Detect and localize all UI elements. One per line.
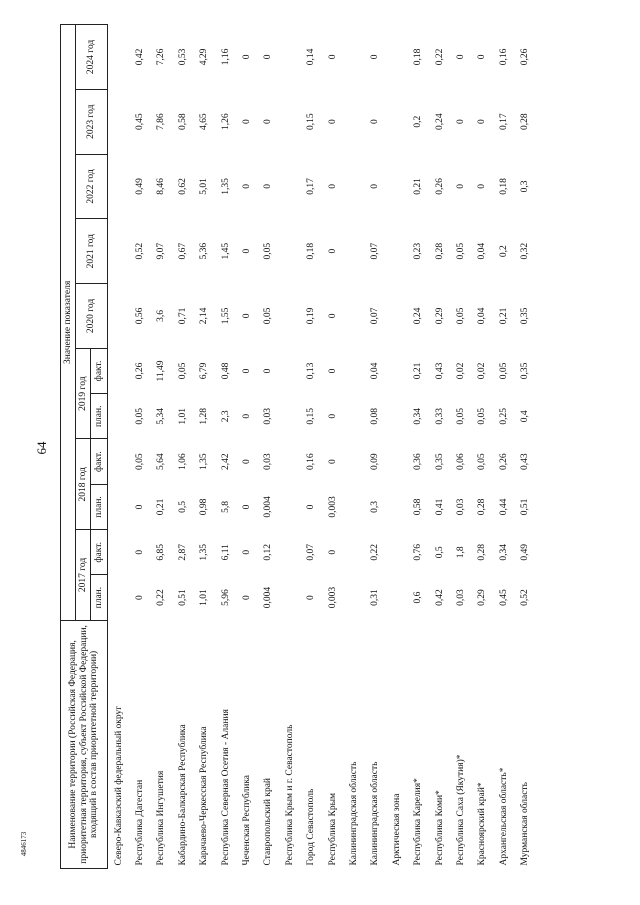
indicator-value-cell: 0,05 <box>455 307 466 325</box>
indicator-value-cell: 1,06 <box>177 453 188 470</box>
indicator-value-cell: 0,58 <box>413 498 424 516</box>
indicator-value-cell: 0,17 <box>498 113 509 130</box>
indicator-value-cell: 1,35 <box>199 453 210 470</box>
territory-name: Чеченская Республика <box>242 774 253 866</box>
indicator-value-cell: 6,79 <box>199 362 210 380</box>
indicator-value-cell: 0,71 <box>177 307 188 325</box>
fact-header: факт. <box>91 348 108 393</box>
indicator-value-cell: 1,35 <box>220 178 231 195</box>
territory-name: Республика Дагестан <box>135 779 146 866</box>
indicator-value-cell: 5,96 <box>220 589 231 606</box>
indicator-value-cell: 0 <box>455 184 466 189</box>
indicator-value-cell: 0,5 <box>434 546 445 559</box>
indicator-value-cell: 0,05 <box>477 407 488 425</box>
indicator-value-cell: 0,42 <box>135 48 146 66</box>
indicator-value-cell: 6,11 <box>220 544 231 561</box>
indicator-value-cell: 6,85 <box>156 543 167 561</box>
indicator-value-cell: 0 <box>242 184 253 189</box>
indicator-value-cell: 0,67 <box>177 242 188 260</box>
indicator-value-cell: 0 <box>242 54 253 60</box>
year-header: 2018 год <box>76 439 91 530</box>
indicator-value-cell: 2,87 <box>177 543 188 561</box>
indicator-value-cell: 0,34 <box>498 543 509 561</box>
indicator-value-cell: 0,41 <box>434 498 445 516</box>
indicator-value-cell: 5,36 <box>199 242 210 260</box>
indicator-value-cell: 0 <box>263 368 274 374</box>
indicator-value-cell: 0 <box>327 368 338 374</box>
indicator-value-cell: 7,26 <box>156 48 167 66</box>
table-body <box>108 25 536 869</box>
indicator-value-cell: 0,51 <box>177 589 188 606</box>
indicator-value-cell: 0,24 <box>434 113 445 130</box>
indicator-value-cell: 0 <box>327 184 338 189</box>
indicator-value-cell: 0,44 <box>498 498 509 516</box>
indicator-value-cell <box>279 89 300 154</box>
rotated-table-container <box>60 24 620 869</box>
indicator-value-cell: 0 <box>135 504 146 510</box>
indicator-value-cell <box>386 394 407 439</box>
indicator-value-cell: 0,03 <box>263 407 274 425</box>
indicator-value-cell: 0,05 <box>177 362 188 380</box>
indicator-value-cell: 0,29 <box>434 307 445 325</box>
table-row <box>450 25 471 869</box>
indicator-value-cell: 0,42 <box>434 589 445 606</box>
indicator-value-cell: 4,65 <box>199 113 210 130</box>
fact-header: факт. <box>91 439 108 484</box>
indicator-value-cell: 0,18 <box>413 48 424 66</box>
table-row <box>493 25 514 869</box>
indicator-value-cell: 0,35 <box>520 307 531 325</box>
indicator-value-cell: 0,15 <box>306 407 317 425</box>
indicator-value-cell: 0 <box>242 368 253 374</box>
indicator-value-cell: 0,5 <box>177 501 188 513</box>
table-row <box>129 25 150 869</box>
indicator-value-cell <box>279 439 300 484</box>
indicator-value-cell: 0 <box>370 54 381 60</box>
territory-name: Республика Северная Осетия - Алания <box>220 709 231 866</box>
indicator-value-cell <box>343 439 364 484</box>
territory-name: Арктическая зона <box>391 793 402 866</box>
year-header: 2024 год <box>76 25 108 90</box>
indicator-value-cell: 0,05 <box>455 407 466 425</box>
indicator-value-cell: 5,8 <box>220 501 231 513</box>
indicator-value-cell: 11,49 <box>156 360 167 382</box>
indicator-value-cell <box>343 154 364 219</box>
indicator-value-cell: 0,07 <box>306 543 317 561</box>
indicator-value-cell <box>108 219 130 284</box>
indicator-value-cell: 0,28 <box>434 242 445 260</box>
indicator-value-cell: 7,86 <box>156 113 167 130</box>
indicator-value-cell: 3,6 <box>156 309 167 322</box>
indicator-value-cell: 1,16 <box>220 48 231 66</box>
table-row <box>172 25 193 869</box>
territory-name: Республика Карелия* <box>413 778 424 866</box>
indicator-value-cell: 0 <box>135 549 146 555</box>
indicator-value-cell: 0 <box>242 119 253 125</box>
table-row <box>108 25 130 869</box>
indicator-value-cell <box>279 484 300 529</box>
indicator-value-cell: 0,48 <box>220 362 231 380</box>
indicator-value-cell: 0,25 <box>498 407 509 425</box>
indicator-value-cell: 0,05 <box>135 453 146 470</box>
indicator-value-cell <box>279 394 300 439</box>
indicator-value-cell: 5,64 <box>156 453 167 470</box>
territory-name: Республика Крым и г. Севастополь <box>284 724 295 866</box>
indicator-value-cell: 0,49 <box>520 543 531 561</box>
indicator-value-cell: 0,06 <box>455 453 466 470</box>
indicator-value-cell: 0,51 <box>520 498 531 516</box>
indicator-value-cell: 0 <box>327 459 338 464</box>
indicator-value-cell: 0,2 <box>413 115 424 128</box>
indicator-value-cell: 0,22 <box>434 48 445 66</box>
indicator-value-cell: 0,23 <box>413 242 424 260</box>
table-row <box>236 25 257 869</box>
indicator-value-cell: 0 <box>327 313 338 319</box>
indicator-value-cell: 0 <box>455 54 466 60</box>
indicator-value-cell: 0,35 <box>434 453 445 470</box>
indicator-value-cell <box>108 575 130 620</box>
indicator-value-cell: 0,03 <box>455 589 466 606</box>
indicator-value-cell <box>386 219 407 284</box>
indicator-value-cell: 0,03 <box>455 498 466 516</box>
indicator-value-cell <box>343 394 364 439</box>
indicator-value-cell <box>343 348 364 393</box>
indicator-value-cell: 0,28 <box>520 113 531 130</box>
indicator-value-header: Значение показателя <box>61 25 76 621</box>
indicator-value-cell: 0,05 <box>498 362 509 380</box>
indicator-value-cell: 1,28 <box>199 407 210 425</box>
year-header: 2023 год <box>76 89 108 154</box>
table-row <box>386 25 407 869</box>
indicator-value-cell <box>386 25 407 90</box>
indicator-value-cell: 0,05 <box>455 242 466 260</box>
indicator-value-cell <box>108 25 130 90</box>
territory-name: Кабардино-Балкарская Республика <box>177 724 188 866</box>
indicator-value-cell: 0,21 <box>156 498 167 516</box>
indicator-value-cell: 0,3 <box>520 180 531 193</box>
indicator-value-cell: 0,36 <box>413 453 424 470</box>
indicator-value-cell: 0,17 <box>306 178 317 195</box>
indicator-value-cell: 0 <box>327 549 338 555</box>
indicator-value-cell <box>343 219 364 284</box>
indicator-value-cell: 4,29 <box>199 48 210 66</box>
indicator-value-cell <box>386 439 407 484</box>
territory-name: Карачаево-Черкесская Республика <box>199 726 210 866</box>
indicator-value-cell <box>108 284 130 349</box>
table-row <box>279 25 300 869</box>
indicator-value-cell: 0 <box>327 413 338 419</box>
indicator-value-cell <box>386 154 407 219</box>
year-header: 2021 год <box>76 219 108 284</box>
indicator-value-cell <box>279 575 300 620</box>
year-header: 2020 год <box>76 284 108 349</box>
territory-name: Калининградская область <box>348 761 359 866</box>
indicator-value-cell: 2,14 <box>199 307 210 325</box>
territory-name: Республика Саха (Якутия)* <box>455 754 466 866</box>
indicator-value-cell: 0,14 <box>306 48 317 66</box>
indicator-value-cell: 0,21 <box>498 307 509 325</box>
indicator-value-cell: 0,05 <box>263 242 274 260</box>
indicator-value-cell <box>108 484 130 529</box>
indicator-value-cell: 0,45 <box>135 113 146 130</box>
indicator-value-cell: 0,58 <box>177 113 188 130</box>
indicator-value-cell <box>343 530 364 575</box>
indicator-value-cell: 0,26 <box>434 178 445 195</box>
territory-name: Ставропольский край <box>263 777 274 866</box>
territory-name: Город Севастополь <box>306 788 317 866</box>
indicator-value-cell <box>108 348 130 393</box>
indicator-value-cell: 0,003 <box>327 496 338 518</box>
indicator-value-cell: 0,02 <box>455 362 466 380</box>
indicator-table <box>60 24 536 869</box>
indicator-value-cell: 0,6 <box>413 591 424 604</box>
indicator-value-cell: 0 <box>477 184 488 189</box>
indicator-value-cell: 0,24 <box>413 307 424 325</box>
indicator-value-cell: 0,18 <box>306 242 317 260</box>
indicator-value-cell: 0,2 <box>498 245 509 258</box>
indicator-value-cell: 2,3 <box>220 410 231 423</box>
table-row <box>151 25 172 869</box>
indicator-value-cell: 0 <box>242 413 253 419</box>
indicator-value-cell: 0,26 <box>520 48 531 66</box>
indicator-value-cell <box>108 154 130 219</box>
fact-header: факт. <box>91 530 108 575</box>
indicator-value-cell: 5,01 <box>199 178 210 195</box>
indicator-value-cell <box>108 439 130 484</box>
indicator-value-cell: 0 <box>477 54 488 60</box>
indicator-value-cell: 0,08 <box>370 407 381 425</box>
table-row <box>343 25 364 869</box>
indicator-value-cell <box>386 284 407 349</box>
indicator-value-cell <box>386 530 407 575</box>
indicator-value-cell: 0,05 <box>263 307 274 325</box>
indicator-value-cell: 0,04 <box>477 242 488 260</box>
indicator-value-cell <box>386 89 407 154</box>
indicator-value-cell: 0,53 <box>177 48 188 66</box>
indicator-value-cell: 0,28 <box>477 543 488 561</box>
indicator-value-cell: 0 <box>135 595 146 600</box>
indicator-value-cell: 0,43 <box>434 362 445 380</box>
indicator-value-cell: 0 <box>306 595 317 600</box>
table-row <box>365 25 386 869</box>
indicator-value-cell: 0,35 <box>520 362 531 380</box>
indicator-value-cell <box>279 219 300 284</box>
territory-name: Республика Коми* <box>434 790 445 866</box>
indicator-value-cell: 0,43 <box>520 453 531 470</box>
year-header: 2022 год <box>76 154 108 219</box>
indicator-value-cell: 1,01 <box>199 589 210 606</box>
indicator-value-cell <box>386 484 407 529</box>
indicator-value-cell: 0 <box>242 595 253 600</box>
indicator-value-cell <box>108 530 130 575</box>
indicator-value-cell: 0,34 <box>413 407 424 425</box>
indicator-value-cell <box>279 348 300 393</box>
table-row <box>514 25 535 869</box>
indicator-value-cell: 0,003 <box>327 586 338 609</box>
indicator-value-cell <box>279 284 300 349</box>
territory-name: Калининградская область <box>370 761 381 866</box>
indicator-value-cell: 0,3 <box>370 501 381 513</box>
indicator-value-cell: 5,34 <box>156 407 167 425</box>
indicator-value-cell: 0,26 <box>498 453 509 470</box>
indicator-value-cell <box>386 348 407 393</box>
plan-header: план. <box>91 575 108 620</box>
indicator-value-cell: 0,03 <box>263 453 274 470</box>
indicator-value-cell: 0,004 <box>263 586 274 609</box>
indicator-value-cell <box>343 575 364 620</box>
table-row <box>322 25 343 869</box>
indicator-value-cell: 0,22 <box>156 589 167 606</box>
indicator-value-cell: 8,46 <box>156 178 167 195</box>
indicator-value-cell: 1,8 <box>455 546 466 559</box>
table-row <box>258 25 279 869</box>
indicator-value-cell: 1,01 <box>177 407 188 425</box>
indicator-value-cell: 1,35 <box>199 543 210 561</box>
indicator-value-cell: 0,31 <box>370 589 381 606</box>
indicator-value-cell: 0,76 <box>413 543 424 561</box>
indicator-value-cell: 0,19 <box>306 307 317 325</box>
indicator-value-cell <box>279 530 300 575</box>
indicator-value-cell: 0,26 <box>135 362 146 380</box>
year-header: 2019 год <box>76 348 91 439</box>
indicator-value-cell: 0,49 <box>135 178 146 195</box>
indicator-value-cell: 0,02 <box>477 362 488 380</box>
table-row <box>215 25 236 869</box>
table-row <box>429 25 450 869</box>
year-header: 2017 год <box>76 530 91 621</box>
indicator-value-cell: 0,05 <box>135 407 146 425</box>
indicator-value-cell: 0,21 <box>413 362 424 380</box>
indicator-value-cell: 0 <box>242 549 253 555</box>
name-column-header: Наименование территории (Российская Федерация, приоритетная территория, субъект Российской Федерации, входящий в состав приоритетной территории) <box>61 620 108 868</box>
indicator-value-cell: 0,16 <box>498 48 509 66</box>
indicator-value-cell: 0 <box>327 54 338 60</box>
indicator-value-cell: 0 <box>263 119 274 125</box>
table-row <box>407 25 428 869</box>
indicator-value-cell: 0 <box>477 119 488 125</box>
indicator-value-cell <box>343 484 364 529</box>
indicator-value-cell: 1,45 <box>220 242 231 260</box>
indicator-value-cell: 0,56 <box>135 307 146 325</box>
indicator-value-cell: 0,004 <box>263 496 274 518</box>
indicator-value-cell: 0 <box>242 504 253 510</box>
indicator-value-cell <box>343 89 364 154</box>
indicator-value-cell: 0,4 <box>520 410 531 423</box>
indicator-value-cell <box>108 89 130 154</box>
indicator-value-cell <box>108 394 130 439</box>
indicator-value-cell: 9,07 <box>156 242 167 260</box>
table-row <box>301 25 322 869</box>
indicator-value-cell: 0 <box>306 504 317 510</box>
table-row <box>194 25 215 869</box>
indicator-value-cell: 2,42 <box>220 453 231 470</box>
indicator-value-cell: 0,52 <box>135 242 146 260</box>
territory-name: Архангельская область* <box>498 767 509 866</box>
indicator-value-cell: 0,45 <box>498 589 509 606</box>
indicator-value-cell: 0 <box>327 119 338 125</box>
document-code: 4846173 <box>20 831 28 857</box>
indicator-value-cell: 0,09 <box>370 453 381 470</box>
indicator-value-cell: 0 <box>370 184 381 189</box>
indicator-value-cell: 0,21 <box>413 178 424 195</box>
indicator-value-cell: 0,32 <box>520 242 531 260</box>
indicator-value-cell: 0,98 <box>199 498 210 516</box>
indicator-value-cell: 0 <box>370 119 381 125</box>
indicator-value-cell <box>279 25 300 90</box>
indicator-value-cell: 0,04 <box>370 362 381 380</box>
indicator-value-cell <box>279 154 300 219</box>
indicator-value-cell: 0,07 <box>370 307 381 325</box>
territory-name: Мурманская область <box>520 782 531 866</box>
indicator-value-cell: 0,33 <box>434 407 445 425</box>
indicator-value-cell: 0 <box>263 54 274 60</box>
plan-header: план. <box>91 484 108 529</box>
page-number: 64 <box>34 441 49 455</box>
indicator-value-cell: 0 <box>263 184 274 189</box>
indicator-value-cell: 0 <box>242 313 253 319</box>
indicator-value-cell: 1,26 <box>220 113 231 130</box>
indicator-value-cell: 0,15 <box>306 113 317 130</box>
indicator-value-cell: 0 <box>455 119 466 125</box>
plan-header: план. <box>91 394 108 439</box>
indicator-value-cell <box>343 284 364 349</box>
indicator-value-cell: 1,55 <box>220 307 231 325</box>
indicator-value-cell: 0,04 <box>477 307 488 325</box>
indicator-value-cell: 0 <box>242 459 253 464</box>
indicator-value-cell: 0 <box>242 248 253 254</box>
indicator-value-cell <box>343 25 364 90</box>
indicator-value-cell: 0,05 <box>477 453 488 470</box>
indicator-value-cell: 0 <box>327 248 338 254</box>
indicator-value-cell: 0,18 <box>498 178 509 195</box>
indicator-value-cell: 0,29 <box>477 589 488 606</box>
indicator-value-cell: 0,07 <box>370 242 381 260</box>
indicator-value-cell <box>386 575 407 620</box>
indicator-value-cell: 0,22 <box>370 543 381 561</box>
indicator-value-cell: 0,62 <box>177 178 188 195</box>
table-row <box>472 25 493 869</box>
indicator-value-cell: 0,28 <box>477 498 488 516</box>
territory-name: Красноярский край* <box>477 782 488 866</box>
indicator-value-cell: 0,13 <box>306 362 317 380</box>
territory-name: Республика Крым <box>327 792 338 866</box>
indicator-value-cell: 0,12 <box>263 543 274 561</box>
indicator-value-cell: 0,16 <box>306 453 317 470</box>
indicator-value-cell: 0,52 <box>520 589 531 606</box>
territory-name: Республика Ингушетия <box>156 770 167 866</box>
territory-name: Северо-Кавказский федеральный округ <box>113 705 124 866</box>
